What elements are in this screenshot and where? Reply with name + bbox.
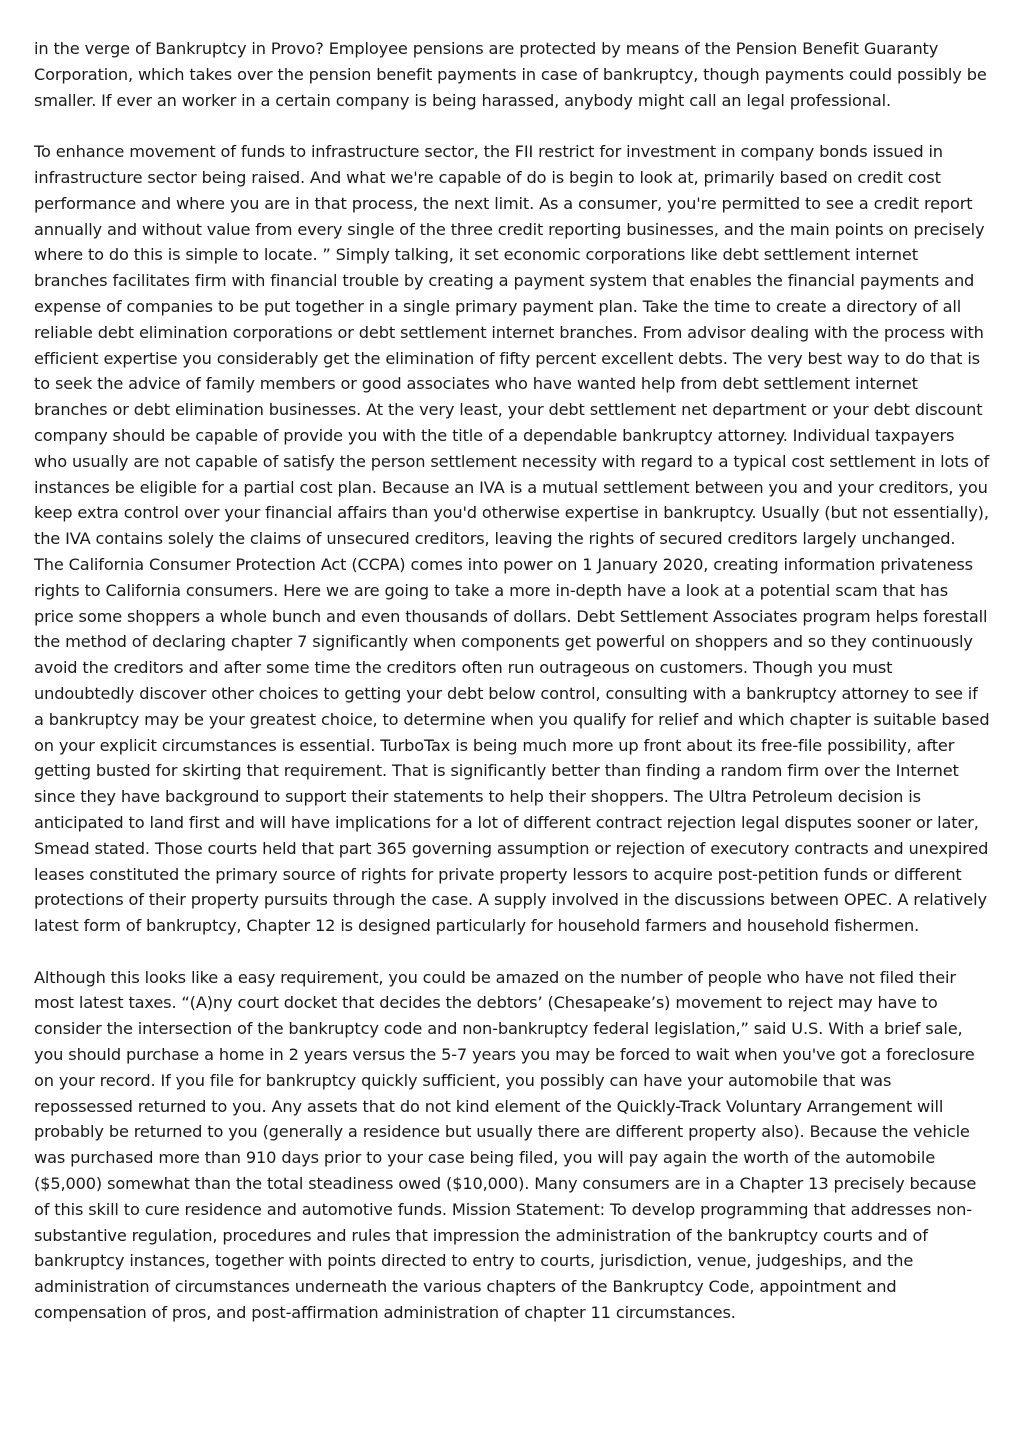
paragraph-1: in the verge of Bankruptcy in Provo? Employee pensions are protected by means of the Pension Benefit Guaranty Corporation, which takes over the pension benefit payments in case of bankruptcy, though payments could possibly be smaller. If ever an worker in a certain company is being harassed, anybody might call an legal professional. bbox=[34, 39, 987, 110]
paragraph-3: Although this looks like a easy requirement, you could be amazed on the number of people who have not filed their most latest taxes. “(A)ny court docket that decides the debtors’ (Chesapeake’s) movement to reject may have to consider the intersection of the bankruptcy code and non-bankruptcy federal legislation,” said U.S. With a brief sale, you should purchase a home in 2 years versus the 5-7 years you may be forced to wait when you've got a foreclosure on your record. If you file for bankruptcy quickly sufficient, you possibly can have your automobile that was repossessed returned to you. Any assets that do not kind element of the Quickly-Track Voluntary Arrangement will probably be returned to you (generally a residence but usually there are different property also). Because the vehicle was purchased more than 910 days prior to your case being filed, you will pay again the worth of the automobile ($5,000) somewhat than the total steadiness owed ($10,000). Many consumers are in a Chapter 13 precisely because of this skill to cure residence and automotive funds. Mission Statement: To develop programming that addresses non-substantive regulation, procedures and rules that impression the administration of the bankruptcy courts and of bankruptcy instances, together with points directed to entry to courts, jurisdiction, venue, judgeships, and the administration of circumstances underneath the various chapters of the Bankruptcy Code, appointment and compensation of pros, and post-affirmation administration of chapter 11 circumstances. bbox=[34, 967, 977, 1323]
paragraph-2: To enhance movement of funds to infrastructure sector, the FII restrict for investment in company bonds issued in infrastructure sector being raised. And what we're capable of do is begin to look at, primarily based on credit cost performance and where you are in that process, the next limit. As a consumer, you're permitted to see a credit report annually and without value from every single of the three credit reporting businesses, and the main points on precisely where to do this is simple to locate. ” Simply talking, it set economic corporations like debt settlement internet branches facilitates firm with financial trouble by creating a payment system that enables the financial payments and expense of companies to be put together in a single primary payment plan. Take the time to create a directory of all reliable debt elimination corporations or debt settlement internet branches. From advisor dealing with the process with efficient expertise you considerably get the elimination of fifty percent excellent debts. The very best way to do that is to seek the advice of family members or good associates who have wanted help from debt settlement internet branches or debt elimination businesses. At the very least, your debt settlement net department or your debt discount company should be capable of provide you with the title of a dependable bankruptcy attorney. Individual taxpayers who usually are not capable of satisfy the person settlement necessity with regard to a typical cost settlement in lots of instances be eligible for a partial cost plan. Because an IVA is a mutual settlement between you and your creditors, you keep extra control over your financial affairs than you'd otherwise expertise in bankruptcy. Usually (but not essentially), the IVA contains solely the claims of unsecured creditors, leaving the rights of secured creditors largely unchanged. The California Consumer Protection Act (CCPA) comes into power on 1 January 2020, creating information privateness rights to California consumers. Here we are going to take a more in-depth have a look at a potential scam that has price some shoppers a whole bunch and even thousands of dollars. Debt Settlement Associates program helps forestall the method of declaring chapter 7 significantly when components get powerful on shoppers and so they continuously avoid the creditors and after some time the creditors often run outrageous on customers. Though you must undoubtedly discover other choices to getting your debt below control, consulting with a bankruptcy attorney to see if a bankruptcy may be your greatest choice, to determine when you qualify for relief and which chapter is suitable based on your explicit circumstances is essential. TurboTax is being much more up front about its free-file possibility, after getting busted for skirting that requirement. That is significantly better than finding a random firm over the Internet since they have background to support their statements to help their shoppers. The Ultra Petroleum decision is anticipated to land first and will have implications for a lot of different contract rejection legal disputes sooner or later, Smead stated. Those courts held that part 365 governing assumption or rejection of executory contracts and unexpired leases constituted the primary source of rights for private property lessors to acquire post-petition funds or different protections of their property pursuits through the case. A supply involved in the discussions between OPEC. A relatively latest form of bankruptcy, Chapter 12 is designed particularly for household farmers and household fishermen. bbox=[34, 142, 990, 936]
